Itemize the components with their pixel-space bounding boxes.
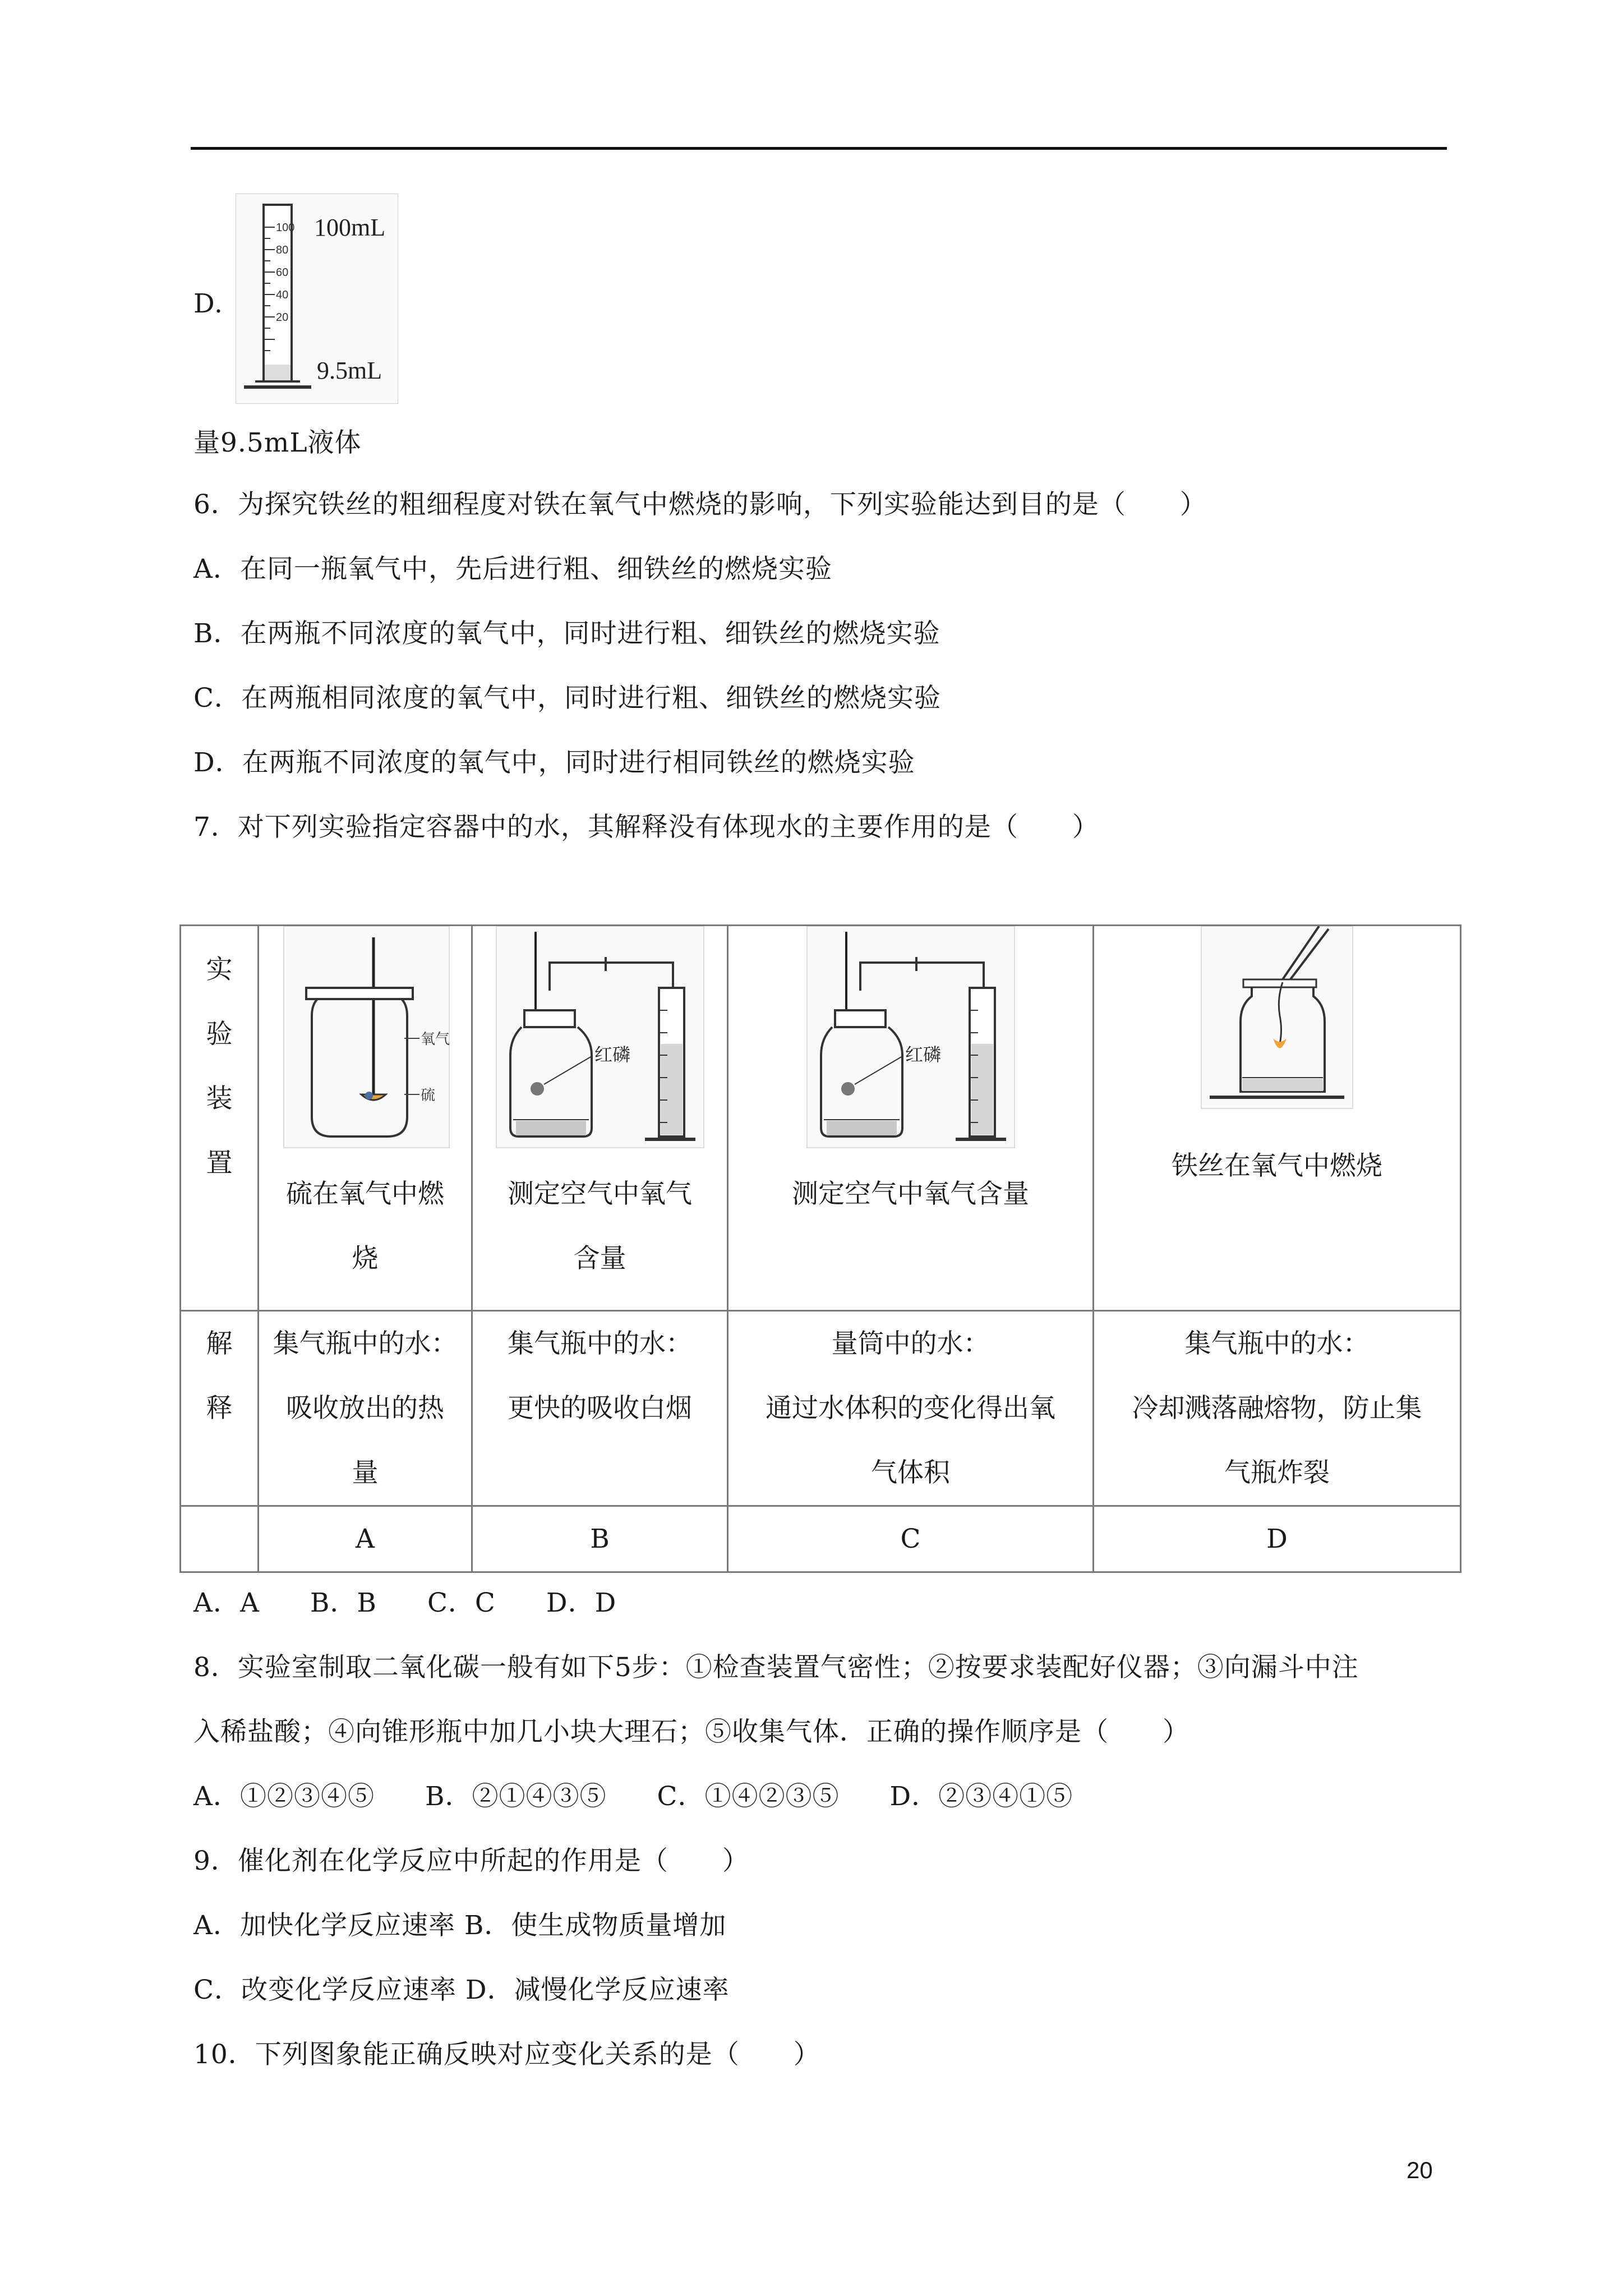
explanation-cell-d: 集气瓶中的水： 冷却溅落融熔物，防止集 气瓶炸裂: [1094, 1311, 1461, 1506]
graduated-cylinder-figure: [236, 194, 398, 404]
fig-label-sulfur: 硫: [421, 1087, 436, 1104]
phosphorus-oxygen-figure-c: [804, 926, 1017, 1151]
q6-option-d: D．在两瓶不同浓度的氧气中，同时进行相同铁丝的燃烧实验: [193, 747, 915, 778]
phosphorus-oxygen-figure-b: [494, 926, 707, 1151]
letter-cell-b: B: [472, 1506, 728, 1572]
q7-options: [193, 1586, 667, 1620]
sulfur-combustion-figure: [273, 926, 458, 1151]
letter-row-header: [181, 1506, 259, 1572]
q6-option-c: C．在两瓶相同浓度的氧气中，同时进行粗、细铁丝的燃烧实验: [193, 683, 941, 714]
q6-option-b: B．在两瓶不同浓度的氧气中，同时进行粗、细铁丝的燃烧实验: [193, 618, 940, 649]
q9-options-line2: C．改变化学反应速率 D．减慢化学反应速率: [193, 1975, 730, 2005]
cylinder-top-label: 100mL: [314, 214, 386, 241]
explanation-cell-b: 集气瓶中的水： 更快的吸收白烟: [472, 1311, 728, 1506]
q7-option-a: A．A: [193, 1588, 260, 1618]
q7-experiment-table: [179, 924, 1461, 1573]
fig-label-red-phosphorus-c: 红磷: [905, 1044, 941, 1065]
q7-option-b: B．B: [310, 1588, 377, 1618]
q9-stem: 9．催化剂在化学反应中所起的作用是（ ）: [193, 1846, 749, 1876]
q8-stem-line1: 8．实验室制取二氧化碳一般有如下5步：①检查装置气密性；②按要求装配好仪器；③向漏斗中注: [193, 1652, 1359, 1683]
fig-label-oxygen: 氧气: [421, 1031, 450, 1048]
fig-label-red-phosphorus-b: 红磷: [594, 1044, 630, 1065]
row-header-device: 实 验 装 置: [181, 926, 259, 1311]
letter-cell-a: A: [259, 1506, 472, 1572]
q6-option-a: A．在同一瓶氧气中，先后进行粗、细铁丝的燃烧实验: [193, 554, 832, 585]
cylinder-tick-80: 80: [276, 244, 289, 256]
q8-option-c: C．①④②③⑤: [657, 1781, 840, 1812]
header-rule: [191, 147, 1447, 150]
iron-wire-combustion-figure: [1198, 926, 1355, 1111]
q8-option-a: A．①②③④⑤: [193, 1781, 375, 1812]
cylinder-bottom-label: 9.5mL: [317, 357, 382, 384]
explanation-cell-c: 量筒中的水： 通过水体积的变化得出氧 气体积: [728, 1311, 1094, 1506]
page-number: 20: [1407, 2157, 1433, 2183]
q5-option-d-text: 量9.5mL液体: [193, 427, 362, 458]
q9-options-line1: A．加快化学反应速率 B．使生成物质量增加: [193, 1910, 727, 1941]
q8-options: [193, 1780, 1123, 1814]
row-header-explanation: 解 释: [181, 1311, 259, 1506]
letter-cell-d: D: [1094, 1506, 1461, 1572]
q10-stem: 10．下列图象能正确反映对应变化关系的是（ ）: [193, 2039, 820, 2070]
cylinder-tick-20: 20: [276, 311, 289, 324]
q7-stem: 7．对下列实验指定容器中的水，其解释没有体现水的主要作用的是（ ）: [193, 812, 1099, 843]
cylinder-tick-40: 40: [276, 289, 289, 301]
cylinder-tick-100: 100: [276, 222, 295, 234]
q6-stem: 6．为探究铁丝的粗细程度对铁在氧气中燃烧的影响，下列实验能达到目的是（ ）: [193, 489, 1207, 520]
q8-stem-line2: 入稀盐酸；④向锥形瓶中加几小块大理石；⑤收集气体．正确的操作顺序是（ ）: [193, 1717, 1189, 1747]
q5-option-d-label: D.: [193, 288, 223, 319]
device-cell-a: 氧气 硫 硫在氧气中燃 烧: [259, 926, 472, 1311]
device-cell-c: 红磷 测定空气中氧气含量: [728, 926, 1094, 1311]
q8-option-b: B．②①④③⑤: [425, 1781, 607, 1812]
cylinder-tick-60: 60: [276, 266, 289, 279]
q8-option-d: D．②③④①⑤: [889, 1781, 1073, 1812]
letter-cell-c: C: [728, 1506, 1094, 1572]
device-cell-b: 红磷 测定空气中氧气 含量: [472, 926, 728, 1311]
q7-option-c: C．C: [427, 1588, 496, 1618]
device-cell-d: 铁丝在氧气中燃烧: [1094, 926, 1461, 1311]
explanation-cell-a: 集气瓶中的水： 吸收放出的热 量: [259, 1311, 472, 1506]
q7-option-d: D．D: [546, 1588, 617, 1618]
